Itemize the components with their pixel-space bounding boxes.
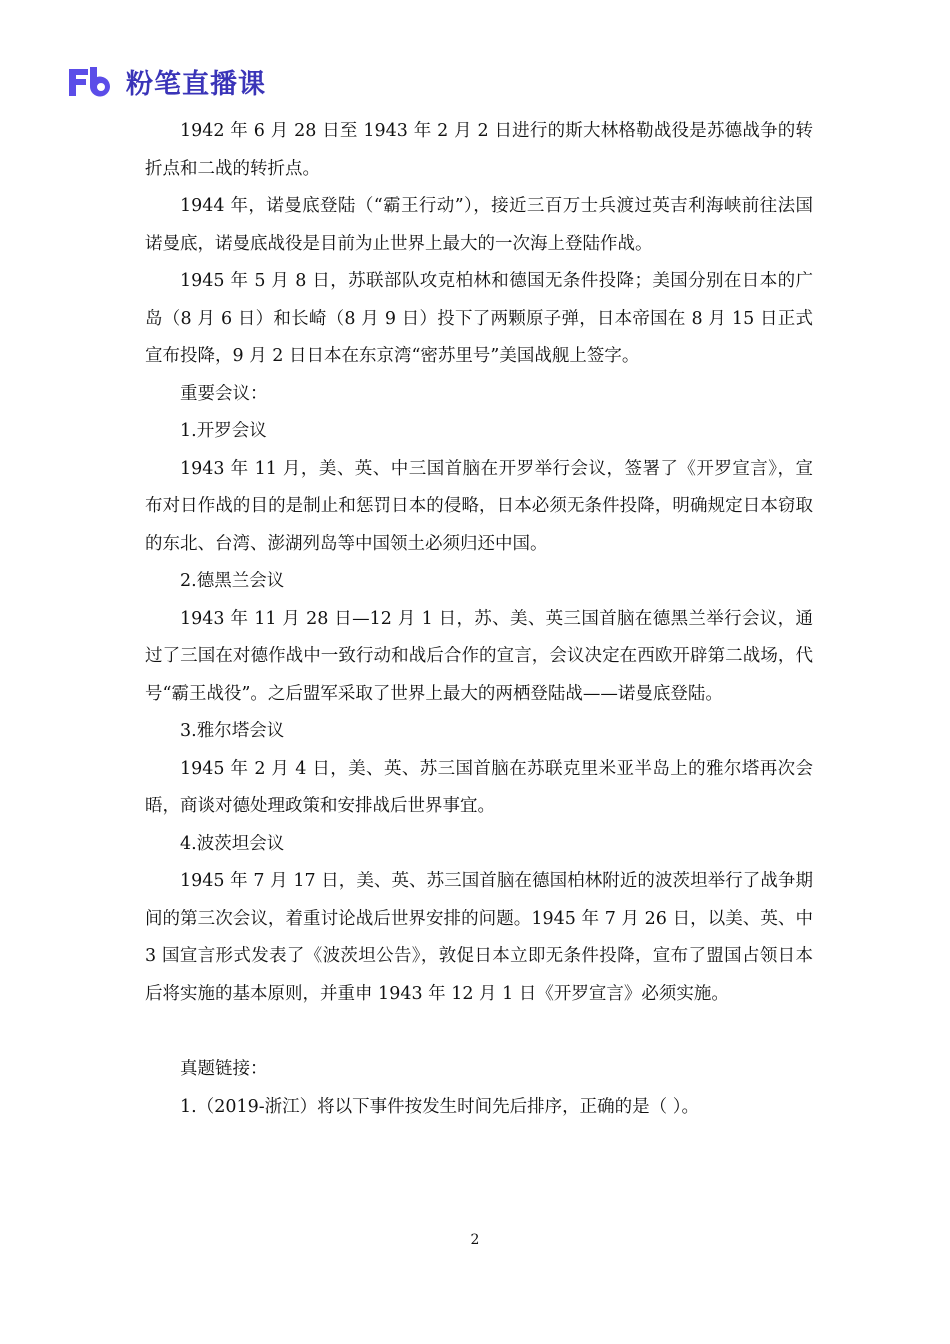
heading-cairo-conference: 1.开罗会议 (180, 421, 267, 441)
section-heading-conferences: 重要会议： (180, 383, 268, 404)
logo-text: 粉笔直播课 (126, 69, 266, 100)
header (66, 62, 266, 101)
spacer (145, 1013, 813, 1051)
heading-potsdam-conference: 4.波茨坦会议 (180, 833, 285, 854)
paragraph-cairo-conference: 1943 年 11 月，美、英、中三国首脑在开罗举行会议，签署了《开罗宣言》，宣布对日作战的目的是制止和惩罚日本的侵略，日本必须无条件投降，明确规定日本窃取的东北、台湾、澎湖列岛等中国领土必须归还中国。 (145, 458, 813, 554)
question-1: 1.（2019-浙江）将以下事件按发生时间先后排序，正确的是（ ）。 (180, 1096, 699, 1117)
section-heading-questions: 真题链接： (180, 1059, 268, 1079)
paragraph-yalta-conference: 1945 年 2 月 4 日，美、英、苏三国首脑在苏联克里米亚半岛上的雅尔塔再次会晤，商谈对德处理政策和安排战后世界事宜。 (145, 758, 813, 816)
paragraph-surrender: 1945 年 5 月 8 日，苏联部队攻克柏林和德国无条件投降；美国分别在日本的广岛（8 月 6 日）和长崎（8 月 9 日）投下了两颗原子弹，日本帝国在 8 月 15 日正式宣布投降，9 月 2 日日本在东京湾“密苏里号”美国战舰上签字。 (145, 271, 813, 366)
paragraph-potsdam-conference: 1945 年 7 月 17 日，美、英、苏三国首脑在德国柏林附近的波茨坦举行了战争期间的第三次会议，着重讨论战后世界安排的问题。1945 年 7 月 26 日，以美、英、中 3 国宣言形式发表了《波茨坦公告》，敦促日本立即无条件投降，宣布了盟国占领日本后将实施的基本原则，并重申 1943 年 12 月 1 日《开罗宣言》必须实施。 (145, 871, 813, 1004)
paragraph-stalingrad: 1942 年 6 月 28 日至 1943 年 2 月 2 日进行的斯大林格勒战役是苏德战争的转折点和二战的转折点。 (145, 121, 813, 179)
document-body (145, 113, 813, 1126)
page-number: 2 (470, 1232, 480, 1248)
heading-yalta-conference: 3.雅尔塔会议 (180, 721, 285, 741)
heading-tehran-conference: 2.德黑兰会议 (180, 571, 285, 591)
paragraph-normandy: 1944 年，诺曼底登陆（“霸王行动”），接近三百万士兵渡过英吉利海峡前往法国诺曼底，诺曼底战役是目前为止世界上最大的一次海上登陆作战。 (145, 196, 813, 254)
paragraph-tehran-conference: 1943 年 11 月 28 日—12 月 1 日，苏、美、英三国首脑在德黑兰举行会议，通过了三国在对德作战中一致行动和战后合作的宣言，会议决定在西欧开辟第二战场，代号“霸王战役”。之后盟军采取了世界上最大的两栖登陆战——诺曼底登陆。 (145, 608, 813, 704)
fb-logo-icon (66, 65, 116, 99)
